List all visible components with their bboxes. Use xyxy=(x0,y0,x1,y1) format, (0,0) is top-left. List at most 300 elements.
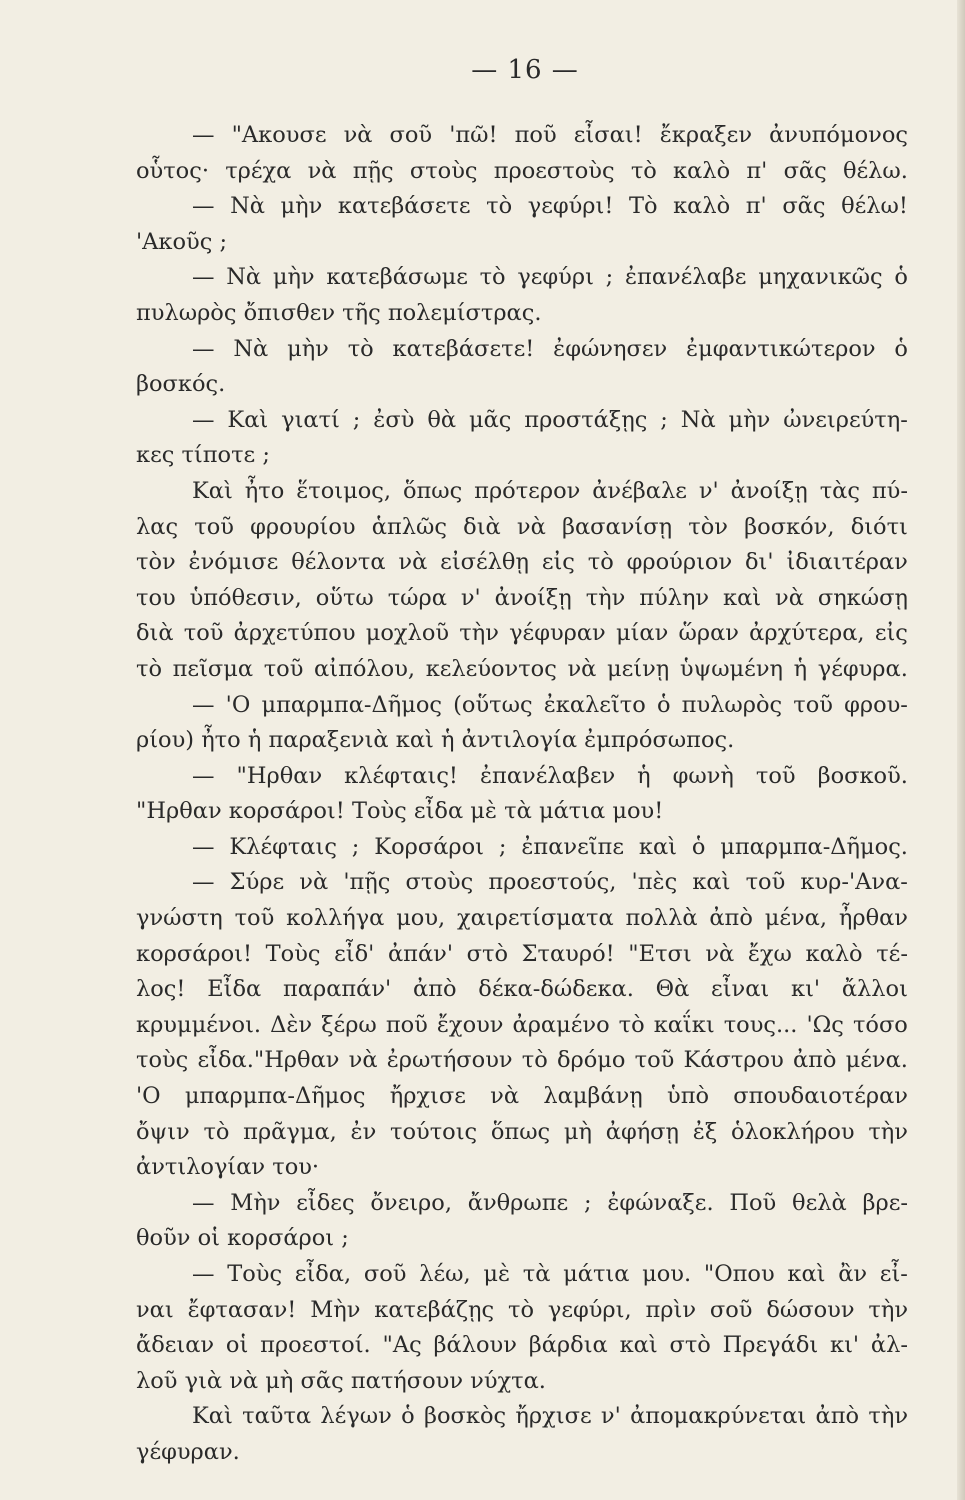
text-line xyxy=(136,830,908,866)
word: πύλην xyxy=(639,584,710,611)
word: μπαρμπα-Δῆμος xyxy=(261,691,442,718)
word: μπαρμπα-Δῆμος xyxy=(184,1083,366,1110)
word: Καὶ xyxy=(227,406,269,433)
word: τὸ xyxy=(587,549,614,576)
word: — xyxy=(192,1189,215,1216)
word: Κορσάροι xyxy=(374,833,484,860)
word: τὸ xyxy=(136,655,162,682)
word: καὶ xyxy=(723,584,762,611)
word: τὴν xyxy=(868,1118,908,1145)
word: νὰ xyxy=(775,584,804,611)
word: σοῦ xyxy=(389,122,433,148)
word: πρὶν xyxy=(645,1296,697,1323)
text-line xyxy=(136,332,908,368)
word: τέ- xyxy=(876,940,908,967)
word: — xyxy=(192,264,215,291)
word: διὰ xyxy=(136,620,174,647)
word: τοῦ xyxy=(793,691,833,718)
text-line: βοσκός. xyxy=(136,371,226,398)
word: ἔχουν xyxy=(436,1011,504,1038)
word: νὰ xyxy=(516,513,546,540)
word: μὴ xyxy=(563,1118,593,1145)
text-line xyxy=(136,616,908,652)
page-number: — 16 — xyxy=(471,55,579,85)
word: τόσο xyxy=(852,1011,908,1038)
word: οὗτος· xyxy=(136,157,209,184)
word: — xyxy=(192,193,215,220)
word: προστάξῃς xyxy=(524,406,648,433)
word: ἀραμένο xyxy=(512,1011,610,1038)
word: κι' xyxy=(791,976,821,1003)
text-line xyxy=(136,901,908,937)
word: ; xyxy=(583,1189,592,1216)
word: γέφυραν xyxy=(509,620,606,647)
word: μὴν xyxy=(728,406,771,433)
word: μὴν xyxy=(280,193,323,220)
word: λέγων xyxy=(320,1403,392,1430)
word: καὶ xyxy=(619,1332,658,1359)
text-line: γέφυραν. xyxy=(136,1438,240,1465)
word: σοῦ xyxy=(709,1296,753,1323)
word: ὥραν xyxy=(678,620,739,647)
word: τοῦ xyxy=(745,869,786,896)
word: — xyxy=(192,1261,215,1287)
word: ν' xyxy=(600,1403,621,1430)
word: μου. xyxy=(642,1261,692,1287)
word: πρότερον xyxy=(474,477,581,504)
word: 'Ο xyxy=(136,1083,161,1110)
word: θέλοντα xyxy=(291,549,386,576)
word: τὸ xyxy=(347,335,374,362)
word: Τοὺς xyxy=(265,940,321,967)
word: ; xyxy=(660,406,668,433)
word: βοσκόν, xyxy=(744,513,835,540)
text-line xyxy=(136,1293,908,1329)
word: Κλέφταις xyxy=(229,833,337,860)
word: κλέφταις! xyxy=(344,762,458,789)
word: πολλὰ xyxy=(625,905,698,932)
word: πεῖσμα xyxy=(172,655,254,682)
word: ἁπλῶς xyxy=(371,513,447,540)
word: ἡ xyxy=(637,762,651,789)
word: ; xyxy=(352,406,361,433)
word: θέλω! xyxy=(841,193,908,220)
word: νὰ xyxy=(398,549,428,576)
word: τους... xyxy=(723,1011,798,1038)
text-line xyxy=(136,688,908,724)
text-line xyxy=(136,865,908,901)
word: τὴν xyxy=(585,584,626,611)
word: "Ακουσε xyxy=(231,122,327,148)
word: μείνῃ xyxy=(606,655,670,682)
word: φρούριον xyxy=(626,549,733,576)
word: κορσάροι! xyxy=(136,940,253,967)
word: νὰ xyxy=(307,157,337,184)
word: Μὴν xyxy=(230,1189,281,1216)
word: μὴν xyxy=(272,264,315,291)
word: φρουρίου xyxy=(250,513,356,540)
word: κολλήγα xyxy=(286,905,385,932)
word: προεστοί. xyxy=(260,1332,371,1359)
word: οὕτω xyxy=(315,584,374,611)
word: γιατί xyxy=(281,406,340,433)
word: ἤρχισε xyxy=(389,1083,466,1110)
word: διὰ xyxy=(463,513,501,540)
word: 'πῇς xyxy=(343,869,391,896)
word: νὰ xyxy=(567,655,597,682)
word: τὸν xyxy=(136,549,176,576)
word: ὅπως xyxy=(402,477,463,504)
word: ἐφώναξε. xyxy=(607,1189,714,1216)
word: γεφύρι! xyxy=(527,193,614,220)
word: τοῦ xyxy=(234,905,275,932)
word: — xyxy=(192,335,215,362)
word: τὴν xyxy=(868,1403,908,1430)
word: χαιρετίσματα xyxy=(457,905,614,932)
word: Πρεγάδι xyxy=(722,1332,819,1359)
text-line: λοῦ γιὰ νὰ μὴ σᾶς πατήσουν νύχτα. xyxy=(136,1367,546,1394)
word: καΐκι xyxy=(653,1011,715,1038)
word: διότι xyxy=(850,513,908,540)
word: πρᾶγμα, xyxy=(243,1118,337,1145)
word: ἔφτασαν! xyxy=(187,1296,297,1323)
text-line xyxy=(136,581,908,617)
word: ἡ xyxy=(793,655,808,682)
word: τὴν xyxy=(459,620,499,647)
text-line xyxy=(136,1008,908,1044)
text-line: κες τίποτε ; xyxy=(136,442,270,469)
word: ἰδιαιτέραν xyxy=(786,549,908,576)
word: τοὺς xyxy=(136,1047,189,1074)
word: Νὰ xyxy=(226,264,262,291)
word: ταῦτα xyxy=(242,1403,312,1430)
word: γεφύρι xyxy=(517,264,594,291)
word: "Ηρθαν xyxy=(236,762,323,789)
word: εἶσαι! xyxy=(573,122,643,148)
word: τὰ xyxy=(522,1261,551,1287)
word: Κάστρου xyxy=(683,1047,784,1074)
word: θὰ xyxy=(427,406,457,433)
word: τὴν xyxy=(868,1296,908,1323)
word: εἰς xyxy=(874,620,908,647)
word: ἀπὸ xyxy=(815,1403,860,1430)
word: ἔκραξεν xyxy=(659,122,753,148)
word: — xyxy=(192,833,215,860)
word: λος! xyxy=(136,976,186,1003)
word: Νὰ xyxy=(233,335,269,362)
word: Δὲν xyxy=(270,1011,313,1038)
text-line xyxy=(136,118,908,154)
text-line: ἀντιλογίαν του· xyxy=(136,1154,320,1181)
word: ἐκαλεῖτο xyxy=(543,691,646,718)
text-line xyxy=(136,652,908,688)
word: τούτοις xyxy=(390,1118,478,1145)
word: βάλουν xyxy=(433,1332,517,1359)
text-line xyxy=(136,1043,908,1079)
word: ἄλλοι xyxy=(841,976,908,1003)
word: ἀπὸ xyxy=(413,976,457,1003)
word: Νὰ xyxy=(230,193,265,220)
text-line: θοῦν οἱ κορσάροι ; xyxy=(136,1225,349,1252)
word: 'πὲς xyxy=(631,869,678,896)
word: — xyxy=(192,406,215,433)
word: μὲ xyxy=(483,1261,511,1287)
word: τρέχα xyxy=(225,157,292,184)
word: πυλωρὸς xyxy=(681,691,783,718)
word: κατεβάσετε! xyxy=(392,335,535,362)
word: ; xyxy=(498,833,507,860)
word: ὁλοκλήρου xyxy=(730,1118,855,1145)
word: ἦρθαν xyxy=(838,905,908,932)
word: — xyxy=(192,122,215,148)
word: ἦτο xyxy=(244,477,285,504)
word: ἂν xyxy=(838,1261,868,1287)
word: ἀρχετύπου xyxy=(233,620,356,647)
word: τώρα xyxy=(387,584,447,611)
text-line xyxy=(136,1115,908,1151)
word: τὸ xyxy=(203,1118,230,1145)
word: σπουδαιοτέραν xyxy=(733,1083,908,1110)
text-line xyxy=(136,972,908,1008)
word: τὸ xyxy=(508,1296,534,1323)
word: καὶ xyxy=(787,1261,826,1287)
word: τὸ xyxy=(630,157,657,184)
word: εἰς xyxy=(541,549,575,576)
word: στοὺς xyxy=(409,157,478,184)
word: ἀπὸ xyxy=(792,1047,837,1074)
word: μᾶς xyxy=(468,406,512,433)
word: οἱ xyxy=(225,1332,249,1359)
word: ἀπομακρύνεται xyxy=(630,1403,807,1430)
word: π' xyxy=(746,157,768,184)
text-line: "Ηρθαν κορσάροι! Τοὺς εἶδα μὲ τὰ μάτια μου! xyxy=(136,798,664,825)
word: ἐπανέλαβε xyxy=(624,264,747,291)
word: "Οπου xyxy=(703,1261,775,1287)
word: κατεβάσωμε xyxy=(326,264,468,291)
word: ὁ xyxy=(894,335,908,362)
word: μπαρμπα-Δῆμος. xyxy=(720,833,908,860)
word: τοῦ xyxy=(183,620,224,647)
word: του xyxy=(136,584,176,611)
word: τὸ xyxy=(486,193,513,220)
word: ν' xyxy=(460,584,481,611)
word: τοῦ xyxy=(755,762,796,789)
word: ὑπόθεσιν, xyxy=(189,584,302,611)
word: καλὸ xyxy=(673,193,731,220)
word: γεφύρι, xyxy=(547,1296,632,1323)
word: καλὸ xyxy=(805,940,863,967)
word: μίαν xyxy=(615,620,669,647)
word: — xyxy=(192,691,215,718)
word: ἀπὸ xyxy=(709,905,753,932)
word: 'Ο xyxy=(225,691,251,718)
text-line xyxy=(136,1328,908,1364)
word: βασανίσῃ xyxy=(561,513,673,540)
word: — xyxy=(192,869,215,896)
word: σοῦ xyxy=(363,1261,407,1287)
word: βοσκὸς xyxy=(423,1403,507,1430)
word: κελεύοντος xyxy=(425,655,557,682)
word: πῇς xyxy=(352,157,394,184)
word: βρε- xyxy=(862,1189,908,1216)
word: προεστοὺς xyxy=(493,157,615,184)
word: κρυμμένοι. xyxy=(136,1011,262,1038)
word: π' xyxy=(745,193,767,220)
body-text xyxy=(136,118,908,1471)
word: ὁ xyxy=(401,1403,415,1430)
word: λαμβάνῃ xyxy=(543,1083,643,1110)
word: ἐφώνησεν xyxy=(553,335,668,362)
word: θελὰ xyxy=(792,1189,847,1216)
word: "Ετσι xyxy=(628,940,692,967)
word: νὰ xyxy=(299,869,329,896)
word: καὶ xyxy=(638,833,677,860)
word: στοὺς xyxy=(405,869,474,896)
word: ὁ xyxy=(656,691,671,718)
word: Τοὺς xyxy=(227,1261,283,1287)
word: εἶδα."Ηρθαν xyxy=(197,1047,340,1074)
word: κατεβάσετε xyxy=(337,193,471,220)
word: σᾶς xyxy=(782,193,826,220)
word: νὰ xyxy=(705,940,735,967)
word: ἀλ- xyxy=(870,1332,908,1359)
word: ἀνυπόμονος xyxy=(769,122,908,148)
word: προεστούς, xyxy=(488,869,617,896)
word: μένα. xyxy=(845,1047,908,1074)
word: 'Ως xyxy=(806,1011,844,1038)
word: ἄδειαν xyxy=(136,1332,215,1359)
word: βοσκοῦ. xyxy=(817,762,908,789)
word: ἤρχισε xyxy=(515,1403,592,1430)
word: θέλω. xyxy=(842,157,908,184)
word: μὴν xyxy=(287,335,329,362)
word: δέκα-δώδεκα. xyxy=(478,976,634,1003)
text-line xyxy=(136,154,908,190)
word: Τὸ xyxy=(628,193,658,220)
word: ; xyxy=(351,833,360,860)
word: ὑπὸ xyxy=(667,1083,710,1110)
word: Καὶ xyxy=(192,477,233,504)
word: ἐμφαντικώτερον xyxy=(686,335,876,362)
text-line xyxy=(136,937,908,973)
word: νὰ xyxy=(348,1047,378,1074)
word: καὶ xyxy=(692,869,731,896)
word: Καὶ xyxy=(192,1403,233,1430)
word: Σταυρό! xyxy=(521,940,615,967)
word: νὰ xyxy=(343,122,373,148)
word: δι' xyxy=(745,549,774,576)
word: Νὰ xyxy=(680,406,716,433)
word: στὸ xyxy=(669,1332,711,1359)
word: τὸ xyxy=(479,264,506,291)
word: ἀνέβαλε xyxy=(592,477,687,504)
word: φωνὴ xyxy=(672,762,734,789)
text-line xyxy=(136,759,908,795)
word: φρου- xyxy=(844,691,908,718)
text-line xyxy=(136,545,908,581)
word: ἐσὺ xyxy=(373,406,415,433)
word: σηκώσῃ xyxy=(817,584,908,611)
word: ἀνοίξῃ xyxy=(494,584,572,611)
word: μάτια xyxy=(563,1261,630,1287)
word: ἐρωτήσουν xyxy=(386,1047,513,1074)
word: εἶ- xyxy=(879,1261,908,1287)
word: μηχανικῶς xyxy=(758,264,883,291)
word: ὁ xyxy=(691,833,706,860)
page-edge xyxy=(957,0,965,1500)
word: ν' xyxy=(698,477,719,504)
word: ὑψωμένη xyxy=(679,655,783,682)
word: ξέρω xyxy=(321,1011,377,1038)
word: ἔχω xyxy=(747,940,792,967)
word: ἀφήσῃ xyxy=(605,1118,680,1145)
word: τὸν xyxy=(688,513,728,540)
word: τοῦ xyxy=(194,513,234,540)
word: εἰσέλθῃ xyxy=(440,549,529,576)
word: τοῦ xyxy=(634,1047,675,1074)
word: Εἶδα xyxy=(207,976,262,1003)
word: ἐνόμισε xyxy=(188,549,279,576)
word: ἀρχύτερα, xyxy=(749,620,865,647)
word: γνώστη xyxy=(136,905,223,932)
word: κατεβάζῃς xyxy=(374,1296,495,1323)
word: τὰς xyxy=(819,477,860,504)
text-line xyxy=(136,1186,908,1222)
text-line: ρίου) ἦτο ἡ παραξενιὰ καὶ ἡ ἀντιλογία ἐμπρόσωπος. xyxy=(136,727,735,754)
word: πύ- xyxy=(871,477,908,504)
text-line: 'Ακοῦς ; xyxy=(136,228,228,255)
word: Μὴν xyxy=(310,1296,361,1323)
word: ἄνθρωπε xyxy=(467,1189,569,1216)
word: καλὸ xyxy=(673,157,731,184)
word: ἐξ xyxy=(692,1118,718,1145)
word: λας xyxy=(136,513,179,540)
text-line xyxy=(136,189,908,225)
word: ἀνοίξῃ xyxy=(730,477,808,504)
word: τοῦ xyxy=(263,655,304,682)
word: "Ας xyxy=(382,1332,422,1359)
text-line: πυλωρὸς ὄπισθεν τῆς πολεμίστρας. xyxy=(136,299,542,326)
word: εἶδες xyxy=(296,1189,355,1216)
word: μου, xyxy=(396,905,446,932)
text-line xyxy=(136,260,908,296)
word: ἐπανέλαβεν xyxy=(479,762,616,789)
word: λέω, xyxy=(419,1261,471,1287)
word: (οὕτως xyxy=(453,691,533,718)
word: 'πῶ! xyxy=(449,122,498,148)
word: σᾶς xyxy=(783,157,827,184)
word: Θὰ xyxy=(655,976,690,1003)
word: τὸ xyxy=(618,1011,645,1038)
word: ὅπως xyxy=(490,1118,551,1145)
word: εἶδα, xyxy=(294,1261,352,1287)
word: ὁ xyxy=(894,264,908,291)
word: Σύρε xyxy=(229,869,285,896)
text-line xyxy=(136,510,908,546)
word: γέφυρα. xyxy=(817,655,908,682)
word: ἐπανεῖπε xyxy=(521,833,624,860)
word: ποῦ xyxy=(385,1011,428,1038)
word: μένα, xyxy=(764,905,828,932)
word: ἐν xyxy=(350,1118,377,1145)
word: ἕτοιμος, xyxy=(296,477,391,504)
text-line xyxy=(136,1079,908,1115)
word: ; xyxy=(605,264,614,291)
word: ὄψιν xyxy=(136,1118,190,1145)
word: ποῦ xyxy=(514,122,557,148)
word: ἀπάν' xyxy=(387,940,454,967)
word: μοχλοῦ xyxy=(365,620,450,647)
